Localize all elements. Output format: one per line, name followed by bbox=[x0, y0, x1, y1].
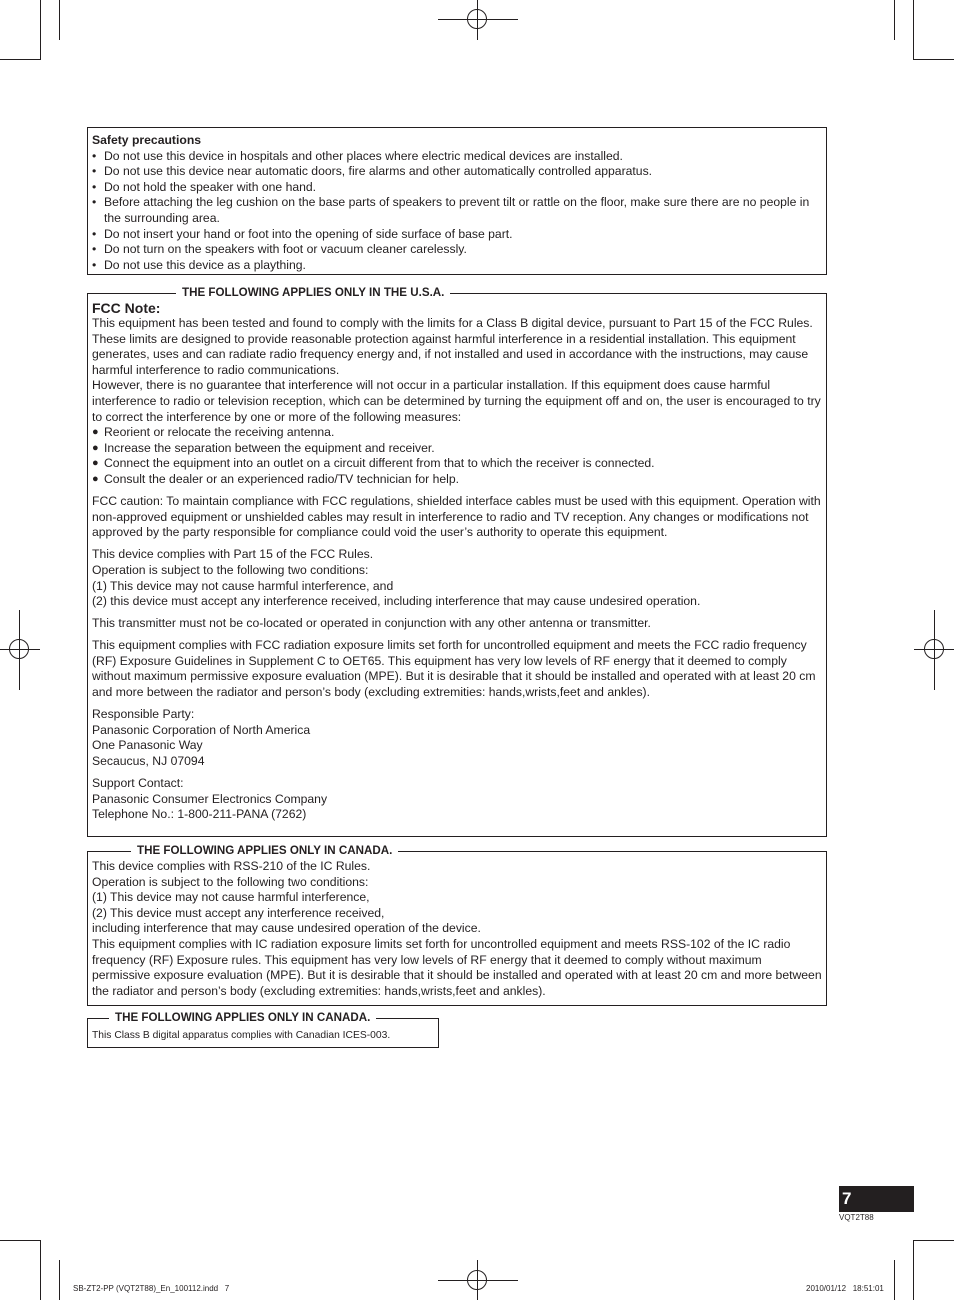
fcc-part15-line: (1) This device may not cause harmful interference, and bbox=[92, 578, 394, 593]
canada-ices-legend: THE FOLLOWING APPLIES ONLY IN CANADA. bbox=[109, 1010, 376, 1025]
fcc-rf-exposure: This equipment complies with FCC radiation exposure limits set forth for uncontrolled equipment and meets the FCC radio frequency (RF) Exposure Guidelines in Supplement C to OET65. This equipment has very low levels of RF energy that it deemed to comply without maximum permissive exposure evaluation (MPE). But it is desirable that it should be installed and operated with at least 20 cm and more between the radiator and person’s body (excluding extremities: hands,wrists,feet and ankles). bbox=[92, 638, 816, 700]
responsible-party-line: Secaucus, NJ 07094 bbox=[92, 753, 205, 768]
fcc-measure: ● Increase the separation between the equipment and receiver. bbox=[92, 441, 822, 457]
canada-ic-line: including interference that may cause undesired operation of the device. bbox=[92, 921, 481, 936]
canada-ic-line: (2) This device must accept any interference received, bbox=[92, 905, 385, 920]
safety-item: • Do not use this device in hospitals and other places where electric medical devices are installed. bbox=[92, 149, 820, 165]
safety-item: • Before attaching the leg cushion on the base parts of speakers to prevent tilt or rattle on the floor, make sure there are no people in the surrounding area. bbox=[92, 195, 820, 226]
fcc-paragraph: This equipment has been tested and found to comply with the limits for a Class B digital device, pursuant to Part 15 of the FCC Rules. These limits are designed to provide reasonable protection against harmful interference in a residential installation. This equipment generates, uses and can radiate radio frequency energy and, if not installed and used in accordance with the instructions, may cause harmful interference to radio communications. bbox=[92, 316, 813, 377]
canada-ic-legend: THE FOLLOWING APPLIES ONLY IN CANADA. bbox=[131, 843, 398, 858]
safety-list bbox=[92, 149, 820, 274]
safety-item: • Do not insert your hand or foot into the opening of side surface of base part. bbox=[92, 227, 820, 243]
canada-ices-text: This Class B digital apparatus complies with Canadian ICES-003. bbox=[92, 1030, 391, 1041]
fcc-measure: ● Consult the dealer or an experienced radio/TV technician for help. bbox=[92, 472, 822, 488]
responsible-party-line: Responsible Party: bbox=[92, 707, 195, 722]
canada-ices-box bbox=[87, 1011, 439, 1048]
fcc-box bbox=[87, 286, 827, 837]
fcc-part15-line: This device complies with Part 15 of the FCC Rules. bbox=[92, 547, 374, 562]
canada-ic-box bbox=[87, 844, 827, 1006]
responsible-party-line: Panasonic Corporation of North America bbox=[92, 722, 311, 737]
fcc-heading: FCC Note: bbox=[92, 300, 161, 316]
canada-ic-line: Operation is subject to the following two conditions: bbox=[92, 874, 369, 889]
fcc-transmitter: This transmitter must not be co-located or operated in conjunction with any other antenna or transmitter. bbox=[92, 616, 651, 631]
safety-precautions-box bbox=[87, 127, 827, 275]
safety-title: Safety precautions bbox=[92, 133, 202, 147]
safety-item: • Do not turn on the speakers with foot or vacuum cleaner carelessly. bbox=[92, 242, 820, 258]
safety-item: • Do not use this device as a plaything. bbox=[92, 258, 820, 274]
support-contact-line: Support Contact: bbox=[92, 776, 184, 791]
safety-item: • Do not use this device near automatic doors, fire alarms and other automatically controlled apparatus. bbox=[92, 164, 820, 180]
responsible-party-line: One Panasonic Way bbox=[92, 738, 203, 753]
support-contact-line: Telephone No.: 1-800-211-PANA (7262) bbox=[92, 807, 307, 822]
fcc-measure: ● Reorient or relocate the receiving antenna. bbox=[92, 425, 822, 441]
canada-ic-rf-exposure: This equipment complies with IC radiation exposure limits set forth for uncontrolled equipment and meets RSS-102 of the IC radio frequency (RF) Exposure rules. This equipment has very low levels of RF energy that it deemed to comply without maximum permissive exposure evaluation (MPE). But it is desirable that it should be installed and operated with at least 20 cm and more between the radiator and person’s body (excluding extremities: hands,wrists,feet and ankles). bbox=[92, 936, 822, 998]
support-contact-line: Panasonic Consumer Electronics Company bbox=[92, 791, 328, 806]
footer-timestamp: 2010/01/12 18:51:01 bbox=[806, 1284, 884, 1293]
fcc-measure: ● Connect the equipment into an outlet on a circuit different from that to which the receiver is connected. bbox=[92, 456, 822, 472]
fcc-measures-list bbox=[92, 425, 822, 487]
model-code: VQT2T88 bbox=[839, 1213, 874, 1222]
fcc-paragraph: However, there is no guarantee that interference will not occur in a particular installation. If this equipment does cause harmful interference to radio or television reception, which can be determined by turning the equipment off and on, the user is encouraged to try to correct the interference by one or more of the following measures: bbox=[92, 378, 821, 424]
fcc-part15-line: Operation is subject to the following two conditions: bbox=[92, 562, 369, 577]
canada-ic-line: (1) This device may not cause harmful interference, bbox=[92, 890, 370, 905]
fcc-caution: FCC caution: To maintain compliance with FCC regulations, shielded interface cables must be used with this equipment. Operation with non-approved equipment or unshielded cables may result in interference to radio and TV reception. Any changes or modifications not approved by the party responsible for compliance could void the user’s authority to operate this equipment. bbox=[92, 494, 821, 540]
canada-ic-line: This device complies with RSS-210 of the IC Rules. bbox=[92, 859, 371, 873]
fcc-part15-line: (2) this device must accept any interference received, including interference that may cause undesired operation. bbox=[92, 594, 701, 609]
fcc-legend: THE FOLLOWING APPLIES ONLY IN THE U.S.A. bbox=[176, 285, 450, 300]
page-number: 7 bbox=[839, 1186, 914, 1212]
footer-file: SB-ZT2-PP (VQT2T88)_En_100112.indd 7 bbox=[73, 1284, 230, 1293]
safety-item: • Do not hold the speaker with one hand. bbox=[92, 180, 820, 196]
